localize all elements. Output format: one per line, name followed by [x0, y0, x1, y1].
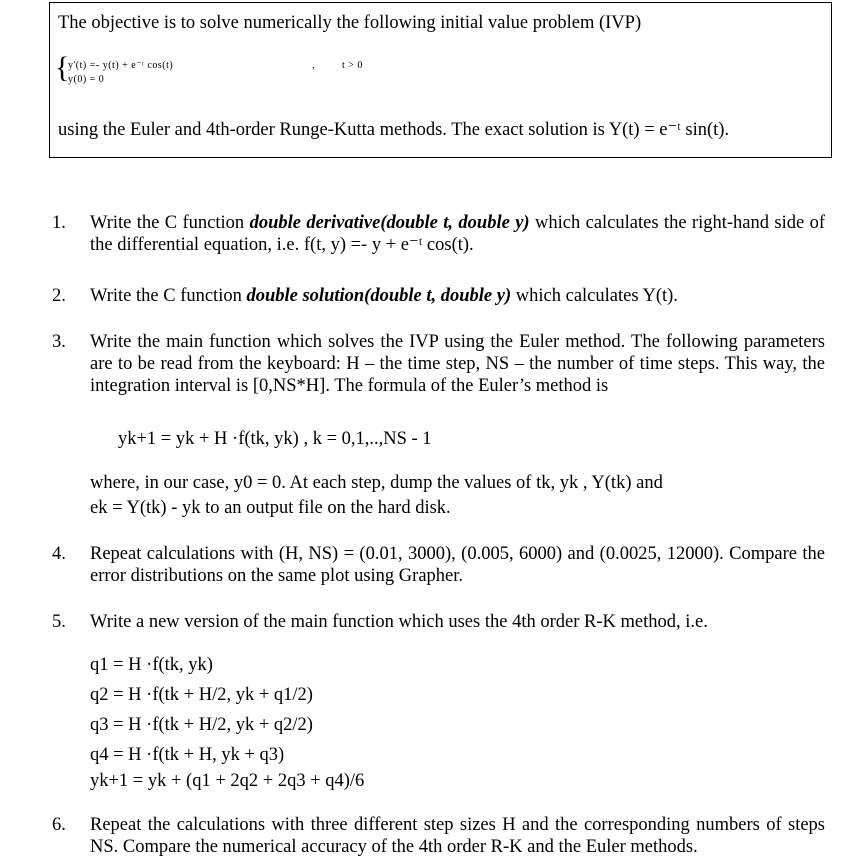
ivp-condition: t > 0	[342, 60, 363, 71]
ivp-initial: y(0) = 0	[68, 74, 105, 85]
item-2-text: Write the C function double solution(double t, double y) which calculates Y(t).	[90, 286, 678, 306]
item-5-number: 5.	[52, 612, 66, 632]
euler-formula: yk+1 = yk + H ·f(tk, yk) , k = 0,1,..,NS - 1	[118, 429, 432, 449]
item-2-number: 2.	[52, 286, 66, 306]
ivp-brace: {	[55, 51, 70, 84]
ivp-comma: ,	[312, 60, 315, 71]
item-2-code: double solution(double t, double y)	[246, 286, 512, 306]
rk-q2: q2 = H ·f(tk + H/2, yk + q1/2)	[90, 685, 313, 705]
item-1-text: Write the C function double derivative(double t, double y) which calculates the right-hand side of the differential equation, i.e. f(t, y) =- y + e⁻ᵗ cos(t).	[90, 213, 825, 255]
item-3-text: Write the main function which solves the IVP using the Euler method. The following parameters are to be read from the keyboard: H – the time step, NS – the number of time steps. This way, the integration interval is [0,NS*H]. The formula of the Euler’s method is	[90, 332, 825, 396]
rk-q1: q1 = H ·f(tk, yk)	[90, 655, 213, 675]
intro-box	[49, 2, 832, 158]
ivp-equation: y'(t) =- y(t) + e⁻ᵗ cos(t)	[68, 60, 174, 71]
item-1-number: 1.	[52, 213, 66, 233]
item-6-text: Repeat the calculations with three different step sizes H and the corresponding numbers of steps NS. Compare the numerical accuracy of the 4th order R-K and the Euler methods.	[90, 815, 825, 857]
methods-text: using the Euler and 4th-order Runge-Kutta methods. The exact solution is Y(t) = e⁻ᵗ sin(t).	[58, 120, 730, 140]
item-6-number: 6.	[52, 815, 66, 835]
euler-dump-line1: where, in our case, y0 = 0. At each step, dump the values of tk, yk , Y(tk) and	[90, 473, 663, 493]
item-4-text: Repeat calculations with (H, NS) = (0.01, 3000), (0.005, 6000) and (0.0025, 12000). Compare the error distributions on the same plot using Grapher.	[90, 544, 825, 586]
item-4-number: 4.	[52, 544, 66, 564]
rk-q3: q3 = H ·f(tk + H/2, yk + q2/2)	[90, 715, 313, 735]
objective-text: The objective is to solve numerically the following initial value problem (IVP)	[58, 13, 642, 33]
rk-q4: q4 = H ·f(tk + H, yk + q3)	[90, 745, 285, 765]
item-1-code: double derivative(double t, double y)	[249, 213, 530, 233]
item-5-text: Write a new version of the main function which uses the 4th order R-K method, i.e.	[90, 612, 708, 632]
item-3-number: 3.	[52, 332, 66, 352]
euler-dump-line2: ek = Y(tk) - yk to an output file on the hard disk.	[90, 498, 451, 518]
rk-update: yk+1 = yk + (q1 + 2q2 + 2q3 + q4)/6	[90, 771, 365, 791]
